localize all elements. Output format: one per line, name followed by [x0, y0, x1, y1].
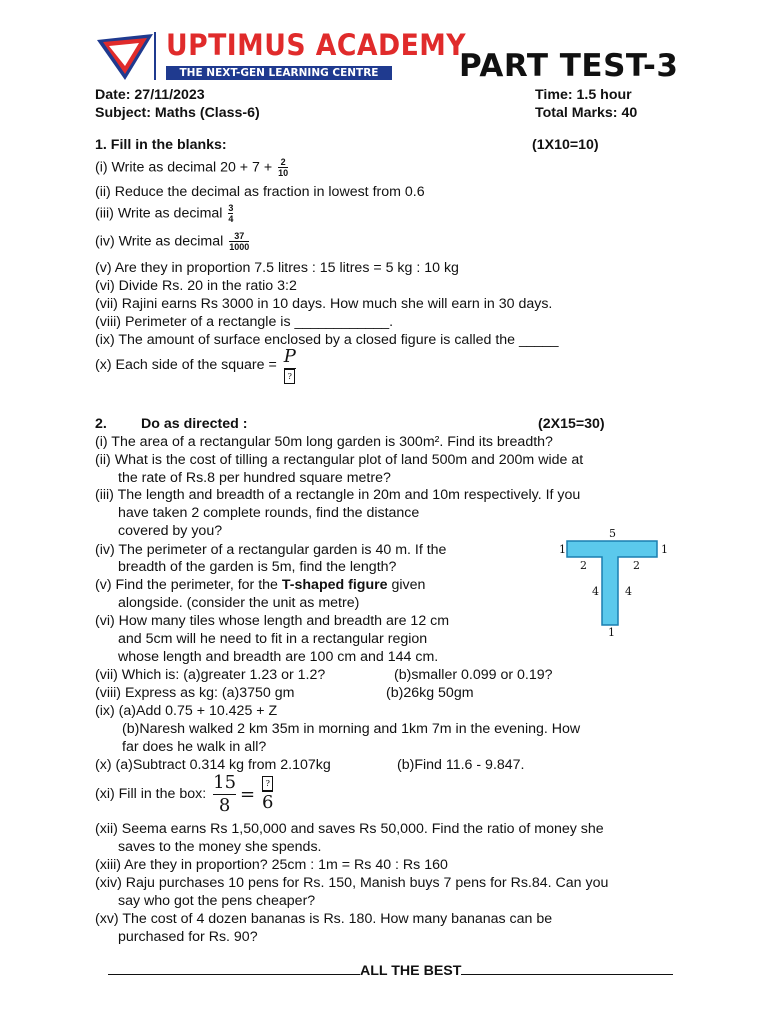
s1-q4 — [95, 231, 249, 252]
s2-line: saves to the money she spends. — [118, 839, 322, 855]
total-marks: Total Marks: 40 — [535, 105, 638, 121]
s2-line: have taken 2 complete rounds, find the distance — [118, 505, 420, 521]
s2-line: (x) (a)Subtract 0.314 kg from 2.107kg — [95, 757, 331, 773]
section1-heading: 1. Fill in the blanks: — [95, 137, 227, 153]
frac-num: 37 — [234, 231, 245, 241]
test-title: PART TEST-3 — [459, 48, 679, 84]
s2-q11 — [95, 772, 273, 817]
s2-line: (b)Find 11.6 - 9.847. — [397, 757, 525, 773]
s1-q10-text: (x) Each side of the square = — [95, 356, 277, 373]
s2-q5-bold: T-shaped figure — [281, 577, 388, 593]
s2-line: (xv) The cost of 4 dozen bananas is Rs. 180. How many bananas can be — [95, 911, 553, 927]
s2-line: purchased for Rs. 90? — [118, 929, 258, 945]
s2-line: (viii) Express as kg: (a)3750 gm — [95, 685, 295, 701]
s2-line: say who got the pens cheaper? — [118, 893, 316, 909]
s2-q5 — [95, 577, 425, 593]
s2-line: covered by you? — [118, 523, 223, 539]
s1-q4-fraction — [229, 231, 249, 252]
t-label-right-under: 2 — [633, 559, 640, 572]
frac-den: 8 — [218, 795, 231, 816]
frac-num: 3 — [228, 203, 234, 213]
t-label-right-end: 1 — [661, 543, 668, 556]
s1-q10-fraction — [284, 346, 296, 384]
t-label-left-under: 2 — [580, 559, 587, 572]
s2-line: (iii) The length and breadth of a rectangle in 20m and 10m respectively. If you — [95, 487, 581, 503]
s2-line: (b)smaller 0.099 or 0.19? — [394, 667, 553, 683]
s2-line: (xiv) Raju purchases 10 pens for Rs. 150, Manish buys 7 pens for Rs.84. Can you — [95, 875, 609, 891]
frac-den: 6 — [262, 791, 274, 813]
s2-line: (ii) What is the cost of tilling a rectangular plot of land 500m and 200m wide at — [95, 452, 584, 468]
s2-line: (b)Naresh walked 2 km 35m in morning and 1km 7m in the evening. How — [122, 721, 581, 737]
t-label-top: 5 — [609, 527, 616, 540]
s2-line: (vi) How many tiles whose length and breadth are 12 cm — [95, 613, 450, 629]
s1-q8: (viii) Perimeter of a rectangle is ____________. — [95, 314, 394, 330]
brand-tagline: THE NEXT-GEN LEARNING CENTRE — [166, 66, 392, 80]
s2-line: (ix) (a)Add 0.75 + 10.425 + Z — [95, 703, 278, 719]
s2-q11-frac2 — [262, 776, 273, 814]
missing-glyph-box: ? — [262, 776, 273, 791]
s1-q6: (vi) Divide Rs. 20 in the ratio 3:2 — [95, 278, 297, 294]
brand-name: UPTIMUS ACADEMY — [166, 28, 467, 62]
missing-glyph-box: ? — [284, 369, 295, 384]
s1-q10 — [95, 346, 296, 384]
frac-den: 4 — [228, 214, 234, 224]
s2-q5-pre: (v) Find the perimeter, for the — [95, 577, 282, 593]
s2-line: (xiii) Are they in proportion? 25cm : 1m = Rs 40 : Rs 160 — [95, 857, 448, 873]
s1-q1-fraction — [278, 157, 288, 178]
t-shape-diagram — [566, 539, 658, 627]
s1-q3 — [95, 203, 233, 224]
s1-q1 — [95, 157, 288, 178]
s2-line: (vii) Which is: (a)greater 1.23 or 1.2? — [95, 667, 326, 683]
s1-q7: (vii) Rajini earns Rs 3000 in 10 days. How much she will earn in 30 days. — [95, 296, 553, 312]
t-label-stem-right: 4 — [625, 585, 632, 598]
footer-rule-left — [108, 973, 360, 975]
section1-marks: (1X10=10) — [532, 137, 599, 153]
footer — [108, 963, 673, 979]
s2-line: the rate of Rs.8 per hundred square metre? — [118, 470, 391, 486]
s1-q2: (ii) Reduce the decimal as fraction in lowest from 0.6 — [95, 184, 425, 200]
s1-q3-fraction — [228, 203, 233, 224]
s2-line: (b)26kg 50gm — [386, 685, 474, 701]
s1-q5: (v) Are they in proportion 7.5 litres : 15 litres = 5 kg : 10 kg — [95, 260, 459, 276]
date: Date: 27/11/2023 — [95, 87, 205, 103]
s2-line: (iv) The perimeter of a rectangular garden is 40 m. If the — [95, 542, 447, 558]
t-label-stem-left: 4 — [592, 585, 599, 598]
frac-num: P — [283, 346, 296, 367]
s1-q9: (ix) The amount of surface enclosed by a closed figure is called the _____ — [95, 332, 559, 348]
footer-rule-right — [461, 973, 673, 975]
equals-sign: = — [239, 784, 256, 805]
s2-line: far does he walk in all? — [122, 739, 267, 755]
frac-den: 10 — [278, 168, 289, 178]
s2-q11-text: (xi) Fill in the box: — [95, 786, 207, 803]
s2-line: (i) The area of a rectangular 50m long garden is 300m². Find its breadth? — [95, 434, 553, 450]
frac-num: 15 — [213, 772, 237, 793]
s2-line: alongside. (consider the unit as metre) — [118, 595, 360, 611]
s2-line: and 5cm will he need to fit in a rectangular region — [118, 631, 428, 647]
s2-q5-post: given — [387, 577, 426, 593]
s1-q3-text: (iii) Write as decimal — [95, 205, 223, 222]
frac-den: 1000 — [229, 242, 250, 252]
s2-line: breadth of the garden is 5m, find the length? — [118, 559, 397, 575]
s2-line: (xii) Seema earns Rs 1,50,000 and saves Rs 50,000. Find the ratio of money she — [95, 821, 604, 837]
s2-q11-frac1 — [213, 772, 236, 817]
s1-q1-text: (i) Write as decimal 20 + 7 + — [95, 159, 273, 176]
section2-number: 2. — [95, 416, 107, 432]
time: Time: 1.5 hour — [535, 87, 632, 103]
t-label-bottom: 1 — [608, 626, 615, 639]
frac-num: 2 — [280, 157, 286, 167]
subject: Subject: Maths (Class-6) — [95, 105, 260, 121]
s1-q4-text: (iv) Write as decimal — [95, 233, 224, 250]
section2-heading: Do as directed : — [141, 416, 248, 432]
t-label-left-end: 1 — [559, 543, 566, 556]
rocket-logo-icon — [95, 30, 157, 82]
s2-line: whose length and breadth are 100 cm and 144 cm. — [118, 649, 439, 665]
section2-marks: (2X15=30) — [538, 416, 605, 432]
footer-text: ALL THE BEST — [360, 963, 462, 979]
